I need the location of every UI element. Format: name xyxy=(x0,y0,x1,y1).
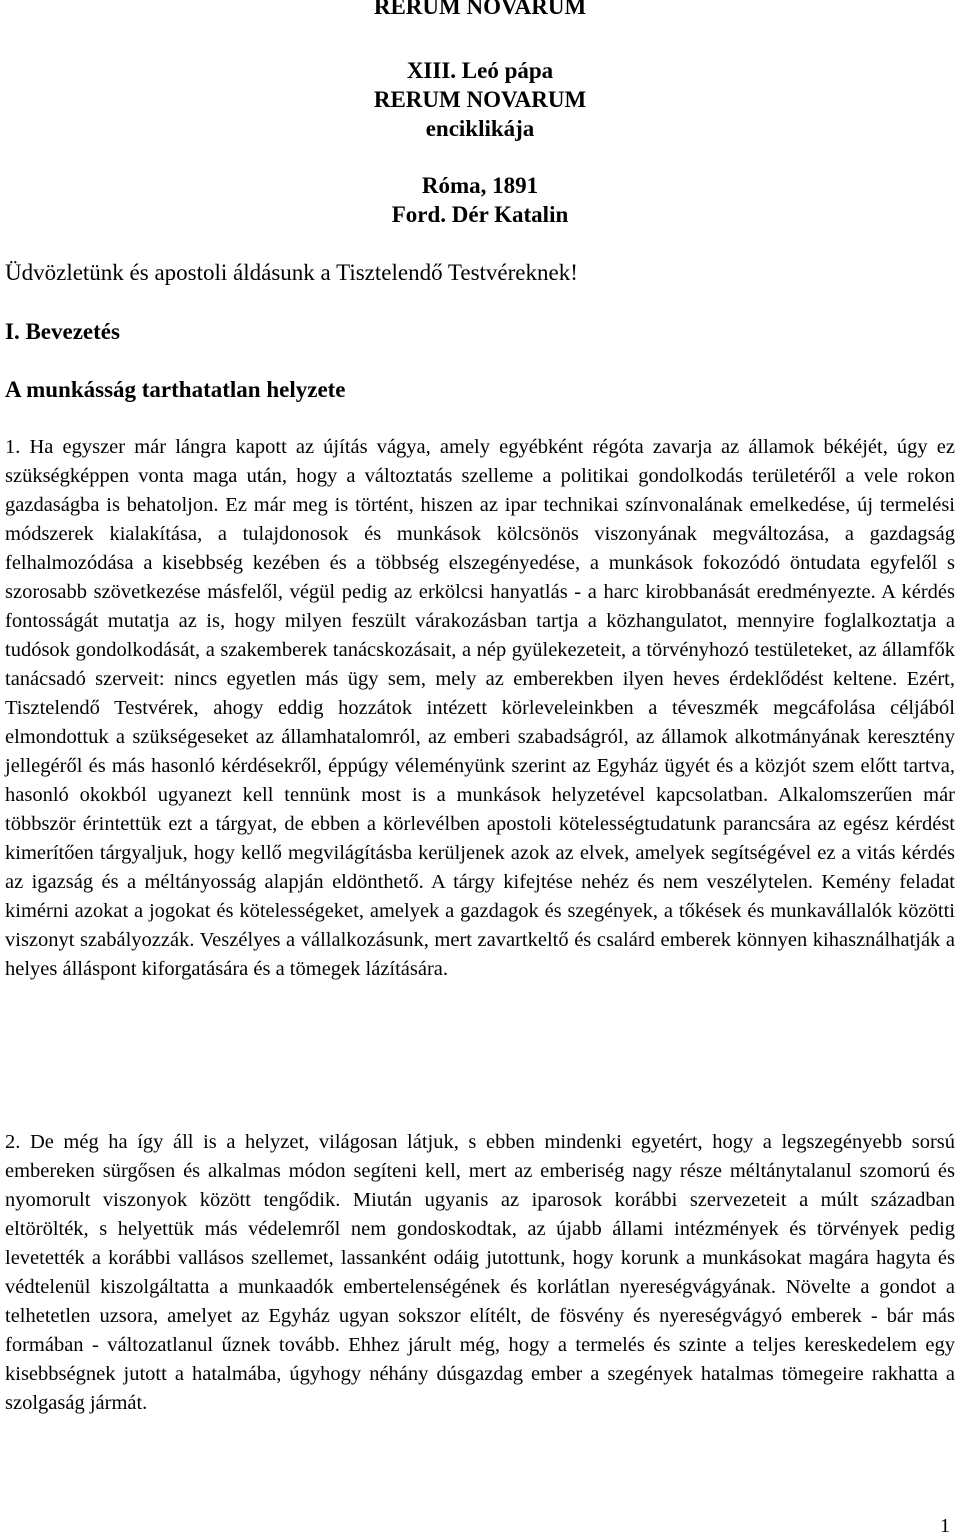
paragraph-2: 2. De még ha így áll is a helyzet, világosan látjuk, s ebben mindenki egyetért, hogy a legszegényebb sorsú embereken sürgősen és alkalmas módon segíteni kell, mert az emberiség nagy része méltánytalanul szomorú és nyomorult viszonyok között tengődik. Miután ugyanis az iparosok korábbi szervezeteit a múlt században eltörölték, s helyettük más védelemről nem gondoskodtak, az újabb állami intézmények és törvények pedig levetették a korábbi vallásos szellemet, lassanként odáig jutottunk, hogy korunk a munkásokat magára hagyta és védtelenül kiszolgáltatta a munkaadók embertelenségének és korlátlan nyereségvágyának. Növelte a gondot a telhetetlen uzsora, amelyet az Egyház ugyan sokszor elítélt, de fösvény és nyereségvágyó emberek - bár más formában - változatlanul űznek tovább. Ehhez járult még, hogy a termelés és szinte a teljes kereskedelem egy kisebbségnek jutott a hatalmába, úgyhogy néhány dúsgazdag ember a szegények hatalmas tömegeire rakhatta a szolgaság jármát. xyxy=(5,1131,955,1414)
document-title: RERUM NOVARUM xyxy=(373,87,587,112)
subsection-heading: A munkásság tarthatatlan helyzete xyxy=(5,377,346,402)
header-spacer xyxy=(0,143,960,171)
greeting-line: Üdvözletünk és apostoli áldásunk a Tisztelendő Testvéreknek! xyxy=(5,260,578,285)
document-subtitle: enciklikája xyxy=(425,116,535,141)
author-line: XIII. Leó pápa xyxy=(406,58,554,83)
translator-line: Ford. Dér Katalin xyxy=(391,202,569,227)
paragraph-1: 1. Ha egyszer már lángra kapott az újítás vágya, amely egyébként régóta zavarja az államok békéjét, úgy ez szükségképpen vonta maga után, hogy a változtatás szelleme a politikai gondolkodás területéről a vele rokon gazdaságba is behatoljon. Ez már meg is történt, hiszen az ipar technikai színvonalának emelkedése, új termelési módszerek kialakítása, a tulajdonosok és munkások kölcsönös viszonyának megváltozása, a gazdagság felhalmozódása a kisebbség kezében és a többség elszegényedése, a munkások fokozódó öntudata egyfelől s szorosabb szövetkezése másfelől, végül pedig az erkölcsi hanyatlás - a harc kirobbanását eredményezte. A kérdés fontosságát mutatja az is, hogy milyen feszült várakozásban tartja a közhangulatot, mennyire foglalkoztatja a tudósok gondolkodását, a szakemberek tanácskozásait, a nép gyülekezeteit, a törvényhozó testületeket, az államfők tanácsadó szerveit: nincs egyetlen más ügy sem, mely az emberekben ilyen heves érdeklődést keltene. Ezért, Tisztelendő Testvérek, ahogy eddig hozzátok intézett körleveleinkben a téveszmék megcáfolása céljából elmondottuk a szükségeseket az államhatalomról, az emberi szabadságról, az államok alkotmányának keresztény jellegéről és más hasonló kérdésekről, éppúgy véleményünk szerint az Egyház ügyét és a közjót szem előtt tartva, hasonló okokból ugyanezt kell tennünk most is a munkások helyzetével kapcsolatban. Alkalomszerűen már többször érintettük ezt a tárgyat, de ebben a körlevélben apostoli kötelességtudatunk parancsára az egész kérdést kimerítően tárgyaljuk, hogy kellő megvilágításba kerüljenek azok az elvek, amelyek segítségével ez a vitás kérdés az igazság és a méltányosság alapján eldönthető. A tárgy kifejtése nehéz és nem veszélytelen. Kemény feladat kimérni azokat a jogokat és kötelességeket, amelyek a gazdagok és szegények, a tőkések és munkavállalók közötti viszonyt szabályozzák. Veszélyes a vállalkozásunk, mert zavartkeltő és csalárd emberek könnyen kihasználhatják a helyes álláspont kiforgatására és a tömegek lázítására. xyxy=(5,436,955,980)
document-header xyxy=(0,56,960,229)
section-heading: I. Bevezetés xyxy=(5,319,120,344)
running-title: RERUM NOVARUM xyxy=(373,0,587,19)
page-number: 1 xyxy=(940,1515,950,1537)
place-date-line: Róma, 1891 xyxy=(421,173,539,198)
